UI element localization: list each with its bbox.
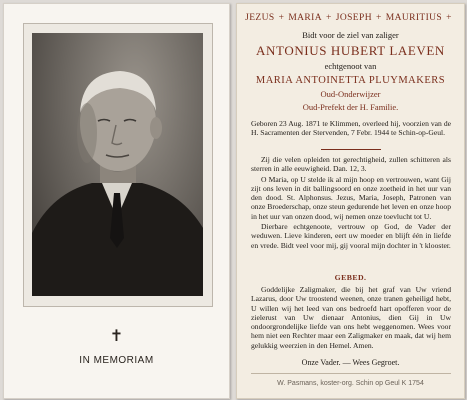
divider-rule xyxy=(321,149,381,150)
separator-cross: + xyxy=(278,13,285,23)
saint-name: JEZUS xyxy=(245,13,275,23)
footer-divider xyxy=(251,373,451,374)
separator-cross: + xyxy=(446,13,452,23)
closing-prayers: Onze Vader. — Wees Gegroet. xyxy=(301,358,400,367)
spouse-name: MARIA ANTOINETTA PLUYMAKERS xyxy=(255,75,446,86)
spouse-label: echtgenoot van xyxy=(324,61,377,71)
portrait-photo xyxy=(32,33,203,296)
verse-paragraph: O Maria, op U stelde ik al mijn hoop en vertrouwen, want Gij zijt ons leven in dit ballingsoord en onze zoetheid in het uur van den dood. St. Alphonsus. Jezus, Maria, Joseph, Patronen van onze Broederschap, onze steun gedurende het leven en onze hoop in het uur van onzen dood, wij nemen onze toevlucht tot U. xyxy=(251,174,451,221)
deceased-name: ANTONIUS HUBERT LAEVEN xyxy=(256,43,445,58)
verses-block xyxy=(251,155,451,251)
occupation: Oud-Onderwijzer xyxy=(320,89,381,99)
prayer-intro: Bidt voor de ziel van zaliger xyxy=(302,30,399,40)
prayer-heading: GEBED. xyxy=(334,273,367,282)
saint-name: MARIA xyxy=(288,13,322,23)
memorial-card-back xyxy=(236,3,465,399)
saint-name: MAURITIUS xyxy=(385,13,443,23)
church-role: Oud-Prefekt der H. Familie. xyxy=(302,102,399,112)
memorial-card-front xyxy=(3,3,230,399)
printer-imprint: W. Pasmans, koster-org. Schin op Geul K 1754 xyxy=(277,380,424,387)
prayer-text: Goddelijke Zaligmaker, die bij het graf van Uw vriend Lazarus, door Uw troostend weenen, onze tranen geheiligd hebt, U willen wij het leed van ons bedroefd hart opofferen voor de zielerust van Uw dienaar Antonius, dien Gij in Uw ondoorgrondelijke liefde van ons hebt weggenomen. Wees voor hem niet een Rechter maar een Zaligmaker en maak, dat wij hem gelukkig weerzien in den Hemel. Amen. xyxy=(251,285,451,350)
biography: Geboren 23 Aug. 1871 te Klimmen, overleed hij, voorzien van de H. Sacramenten der Stervenden, 7 Febr. 1944 te Schin-op-Geul. xyxy=(251,119,451,138)
cross-icon: ✝ xyxy=(109,326,124,345)
verse-paragraph: Zij die velen opleiden tot gerechtigheid, zullen schitteren als sterren in alle eeuwigheid. Dan. 12, 3. xyxy=(251,155,451,174)
in-memoriam-label: IN MEMORIAM xyxy=(79,355,154,366)
portrait-illustration xyxy=(32,33,203,296)
separator-cross: + xyxy=(326,13,332,23)
photo-frame xyxy=(23,23,213,307)
separator-cross: + xyxy=(375,13,382,23)
saint-name: JOSEPH xyxy=(335,13,372,23)
verse-paragraph: Dierbare echtgenoote, vertrouw op God, de Vader der weduwen. Lieve kinderen, eert uw moeder en blijft één in liefde en vrede. Bidt veel voor mij, gij vooral mijn dochter in 't klooster. xyxy=(251,222,451,250)
saints-line xyxy=(237,13,464,23)
